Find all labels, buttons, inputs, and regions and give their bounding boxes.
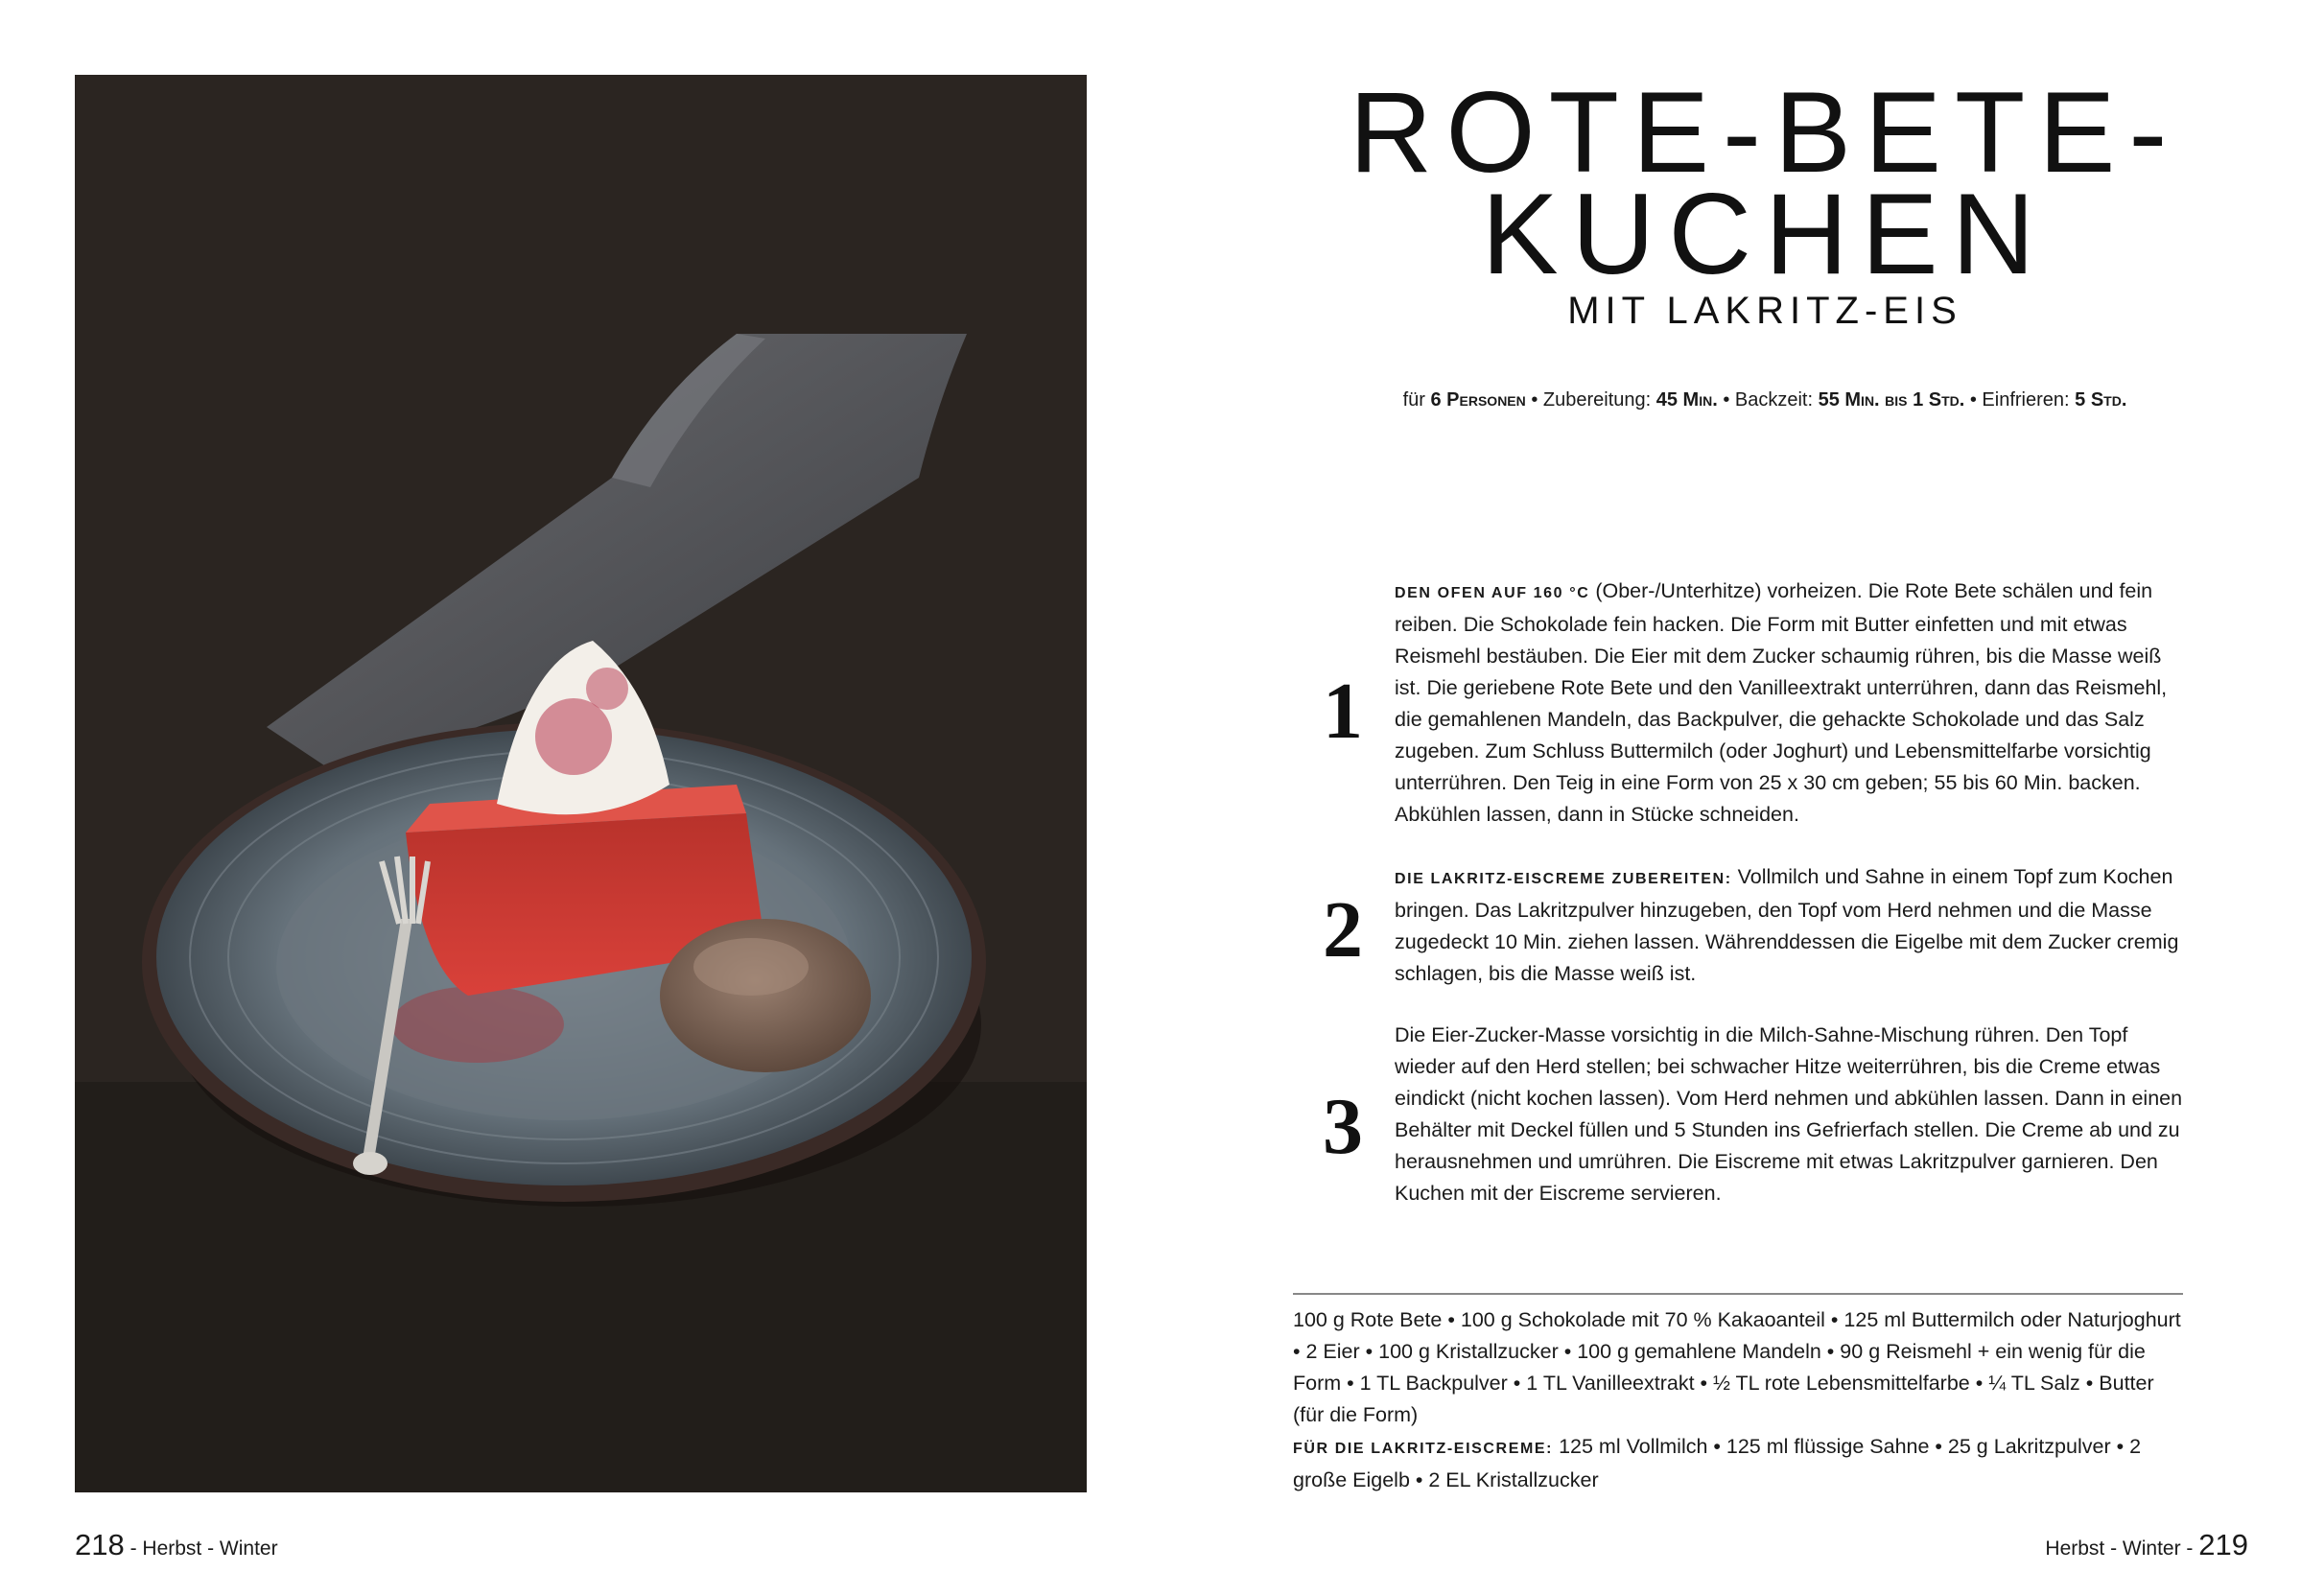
step-body: Vollmilch und Sahne in einem Topf zum Kochen bringen. Das Lakritzpulver hinzugeben, den Topf vom Herd nehmen und die Masse zugedeckt 10 Min. ziehen lassen. Währenddessen die Eigelbe mit dem Zucker cremig schlagen, bis die Masse weiß ist.: [1395, 865, 2179, 985]
meta-prep-time: 45 Min.: [1655, 389, 1718, 411]
ingredients-main: 100 g Rote Bete • 100 g Schokolade mit 70 % Kakaoanteil • 125 ml Buttermilch oder Naturjoghurt • 2 Eier • 100 g Kristallzucker • 100 g gemahlene Mandeln • 90 g Reismehl + ein wenig für die Form • 1 TL Backpulver • 1 TL Vanilleextrakt • ½ TL rote Lebensmittelfarbe • ¼ TL Salz • Butter (für die Form): [1293, 1308, 2181, 1426]
meta-freeze-time: 5 Std.: [2075, 389, 2127, 411]
page-folio-right: [2045, 1527, 2248, 1567]
recipe-step: [1314, 861, 2187, 996]
meta-label-prep: • Zubereitung:: [1525, 389, 1656, 411]
recipe-photo: [75, 75, 1087, 1492]
step-number: 3: [1323, 1082, 1363, 1171]
recipe-title-line-2: KUCHEN: [1481, 170, 2049, 298]
page-number-left: 218: [75, 1528, 125, 1561]
step-body: (Ober-/Unterhitze) vorheizen. Die Rote Bete schälen und fein reiben. Die Schokolade fein hacken. Die Form mit Butter einfetten und mit etwas Reismehl bestäuben. Die Eier mit dem Zucker schaumig rühren, bis die Masse weiß ist. Die geriebene Rote Bete und den Vanilleextrakt unterrühren, dann das Reismehl, die gemahlenen Mandeln, das Backpulver, die gehackte Schokolade und das Salz zugeben. Zum Schluss Buttermilch (oder Joghurt) und Lebensmittelfarbe vorsichtig unterrühren. Den Teig in eine Form von 25 x 30 cm geben; 55 bis 60 Min. backen. Abkühlen lassen, dann in Stücke schneiden.: [1395, 579, 2168, 826]
page-section-left: - Herbst - Winter: [129, 1537, 278, 1560]
meta-servings: 6 Personen: [1430, 389, 1526, 411]
ingredients-list: [1293, 1304, 2185, 1496]
step-number: 1: [1323, 667, 1363, 756]
ingredients-ice-cream: [1293, 1431, 2185, 1496]
recipe-subtitle: MIT LAKRITZ-EIS: [1567, 290, 1962, 332]
step-text: [1395, 1020, 2191, 1209]
meta-bake-time: 55 Min. bis 1 Std.: [1818, 389, 1965, 411]
step-lead: DIE LAKRITZ-EISCREME ZUBEREITEN:: [1395, 871, 1732, 887]
ingredients-ice-body: 125 ml Vollmilch • 125 ml flüssige Sahne • 25 g Lakritzpulver • 2 große Eigelb • 2 EL Kristallzucker: [1293, 1435, 2142, 1491]
page-section-right: Herbst - Winter -: [2045, 1537, 2194, 1560]
recipe-meta: [1285, 389, 2244, 411]
step-text: [1395, 861, 2191, 990]
recipe-step: [1314, 575, 2187, 834]
page-number-right: 219: [2198, 1528, 2248, 1561]
recipe-title-line-1: ROTE-BETE-: [1349, 68, 2181, 197]
ingredients-divider: [1293, 1293, 2183, 1295]
step-text: [1395, 575, 2191, 831]
step-body: Die Eier-Zucker-Masse vorsichtig in die Milch-Sahne-Mischung rühren. Den Topf wieder auf den Herd stellen; bei schwacher Hitze weiterrühren, bis die Creme etwas eindickt (nicht kochen lassen). Vom Herd nehmen und abkühlen lassen. Dann in einen Behälter mit Deckel füllen und 5 Stunden ins Gefrierfach stellen. Die Creme ab und zu herausnehmen und umrühren. Die Eiscreme mit etwas Lakritzpulver garnieren. Den Kuchen mit der Eiscreme servieren.: [1395, 1023, 2183, 1205]
recipe-step: [1314, 1020, 2187, 1221]
ingredients-ice-lead: FÜR DIE LAKRITZ-EISCREME:: [1293, 1441, 1554, 1457]
meta-label-bake: • Backzeit:: [1717, 389, 1819, 411]
step-number: 2: [1323, 885, 1363, 974]
step-lead: DEN OFEN AUF 160 °C: [1395, 585, 1590, 601]
meta-label-servings: für: [1402, 389, 1431, 411]
page-folio-left: [75, 1527, 278, 1567]
meta-label-freeze: • Einfrieren:: [1964, 389, 2076, 411]
photo-illustration: [75, 75, 1087, 1492]
